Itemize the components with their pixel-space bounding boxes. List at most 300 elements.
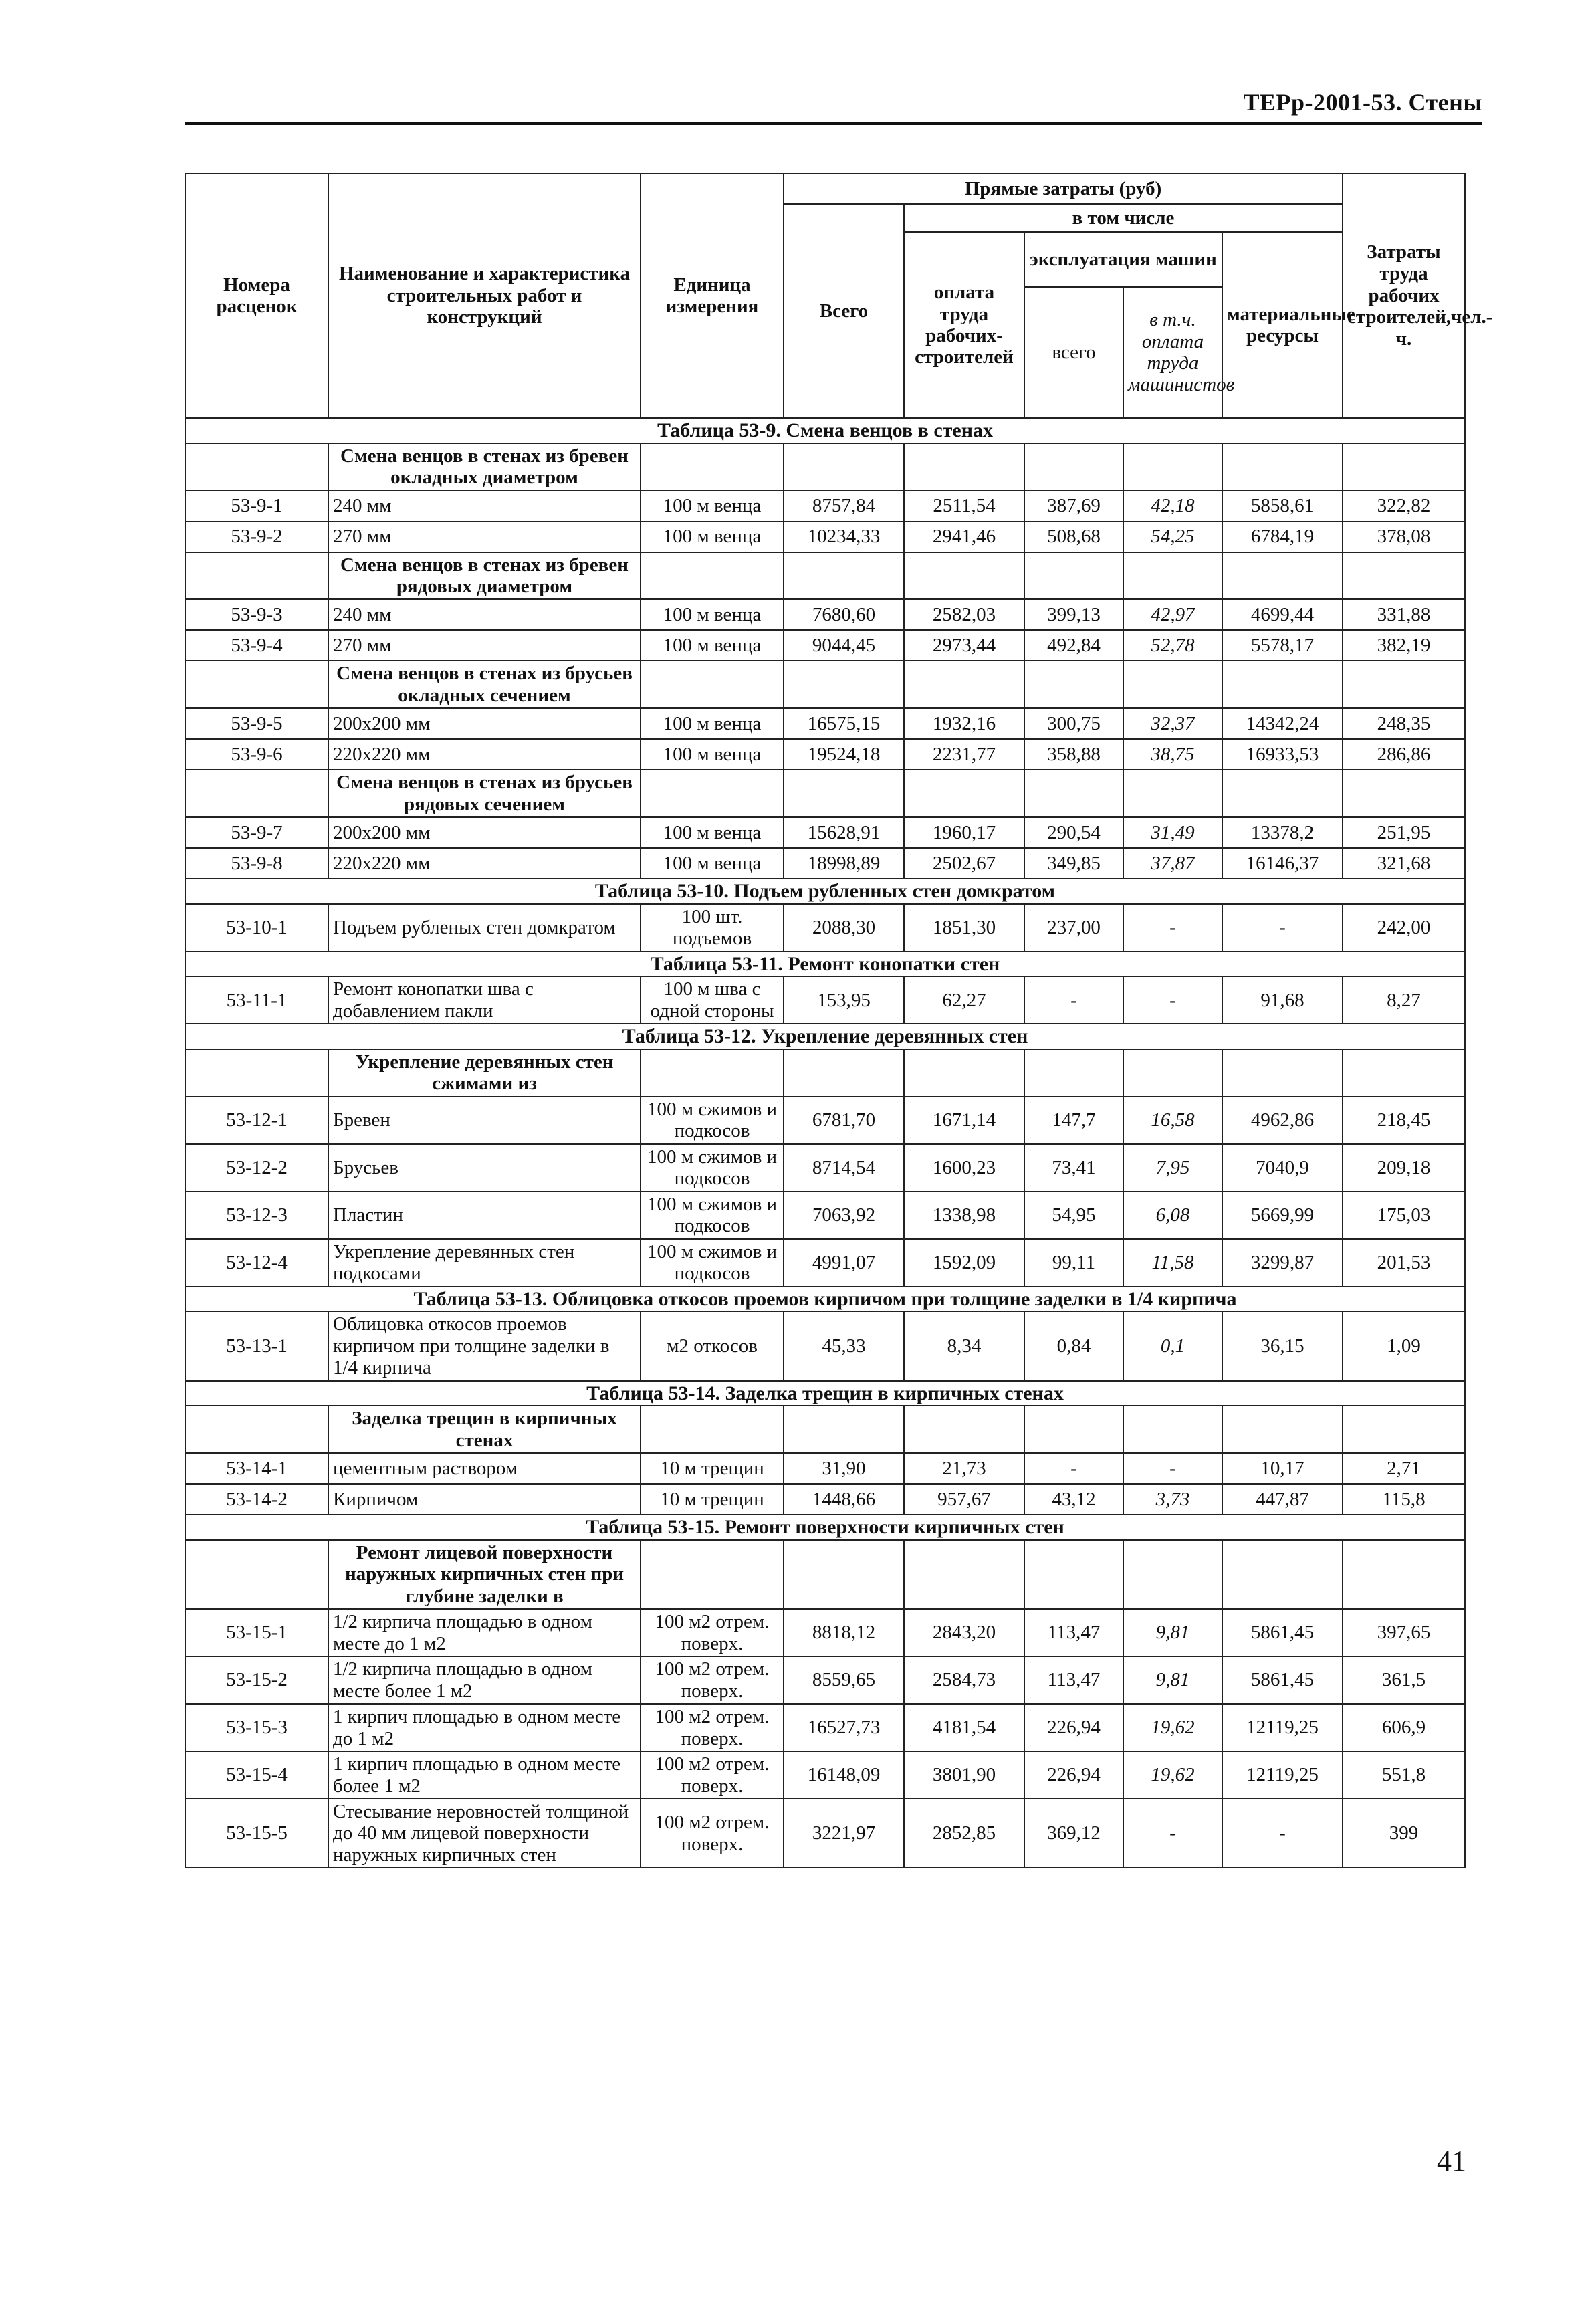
empty-cell xyxy=(1024,443,1123,491)
table-row xyxy=(185,491,1465,522)
row-wages: 1592,09 xyxy=(904,1239,1024,1287)
row-code: 53-15-3 xyxy=(185,1704,328,1751)
row-materials: 5669,99 xyxy=(1222,1192,1343,1239)
row-unit: 10 м трещин xyxy=(641,1453,784,1484)
row-wages: 1932,16 xyxy=(904,708,1024,739)
row-mach-total: 508,68 xyxy=(1024,522,1123,552)
group-heading: Смена венцов в стенах из бревен рядовых диаметром xyxy=(328,552,641,600)
row-labor: 242,00 xyxy=(1343,904,1465,952)
row-code xyxy=(185,1406,328,1453)
row-materials: 4699,44 xyxy=(1222,599,1343,630)
section-title-row xyxy=(185,418,1465,443)
row-mach-wages: - xyxy=(1123,1453,1222,1484)
row-labor: 8,27 xyxy=(1343,976,1465,1024)
section-title-row xyxy=(185,952,1465,977)
row-labor: 321,68 xyxy=(1343,848,1465,879)
col-wages-header: оплата труда рабочих-строителей xyxy=(904,232,1024,418)
row-materials: 3299,87 xyxy=(1222,1239,1343,1287)
section-title: Таблица 53-10. Подъем рубленных стен домкратом xyxy=(185,879,1465,904)
row-materials: - xyxy=(1222,904,1343,952)
row-total: 18998,89 xyxy=(784,848,904,879)
row-total: 8818,12 xyxy=(784,1609,904,1656)
row-unit: 100 м2 отрем. поверх. xyxy=(641,1609,784,1656)
row-name: Ремонт конопатки шва с добавлением пакли xyxy=(328,976,641,1024)
group-heading: Смена венцов в стенах из брусьев окладных сечением xyxy=(328,661,641,708)
group-heading-row xyxy=(185,1406,1465,1453)
empty-cell xyxy=(784,552,904,600)
row-wages: 1851,30 xyxy=(904,904,1024,952)
row-total: 8714,54 xyxy=(784,1144,904,1192)
section-title-row xyxy=(185,1381,1465,1406)
row-unit: 100 м венца xyxy=(641,817,784,848)
row-mach-total: 399,13 xyxy=(1024,599,1123,630)
row-name: 240 мм xyxy=(328,491,641,522)
group-heading: Ремонт лицевой поверхности наружных кирпичных стен при глубине заделки в xyxy=(328,1540,641,1609)
row-code: 53-14-1 xyxy=(185,1453,328,1484)
row-wages: 2502,67 xyxy=(904,848,1024,879)
row-mach-wages: 31,49 xyxy=(1123,817,1222,848)
row-wages: 3801,90 xyxy=(904,1751,1024,1799)
row-unit: 100 м2 отрем. поверх. xyxy=(641,1751,784,1799)
row-unit: 100 м сжимов и подкосов xyxy=(641,1144,784,1192)
row-unit: 100 шт. подъемов xyxy=(641,904,784,952)
empty-cell xyxy=(1222,1540,1343,1609)
empty-cell xyxy=(1222,552,1343,600)
row-total: 9044,45 xyxy=(784,630,904,661)
col-unit-header: Единица измерения xyxy=(641,173,784,418)
row-mach-wages: 6,08 xyxy=(1123,1192,1222,1239)
row-code: 53-15-5 xyxy=(185,1799,328,1868)
row-total: 7680,60 xyxy=(784,599,904,630)
section-title-row xyxy=(185,1515,1465,1540)
row-labor: 2,71 xyxy=(1343,1453,1465,1484)
col-mach-total-header: всего xyxy=(1024,287,1123,418)
row-name: 1 кирпич площадью в одном месте более 1 м2 xyxy=(328,1751,641,1799)
table-row xyxy=(185,522,1465,552)
table-row xyxy=(185,817,1465,848)
row-code xyxy=(185,552,328,600)
row-wages: 8,34 xyxy=(904,1311,1024,1380)
table-row xyxy=(185,1097,1465,1144)
empty-cell xyxy=(1343,1406,1465,1453)
section-title: Таблица 53-13. Облицовка откосов проемов кирпичом при толщине заделки в 1/4 кирпича xyxy=(185,1287,1465,1312)
empty-cell xyxy=(1222,443,1343,491)
empty-cell xyxy=(641,1540,784,1609)
row-labor: 1,09 xyxy=(1343,1311,1465,1380)
table-row xyxy=(185,1484,1465,1515)
row-code xyxy=(185,770,328,817)
row-unit: 100 м венца xyxy=(641,848,784,879)
row-materials: 16146,37 xyxy=(1222,848,1343,879)
row-name: Подъем рубленых стен домкратом xyxy=(328,904,641,952)
empty-cell xyxy=(1343,661,1465,708)
empty-cell xyxy=(1123,552,1222,600)
empty-cell xyxy=(1222,1049,1343,1097)
row-mach-wages: 42,18 xyxy=(1123,491,1222,522)
empty-cell xyxy=(1123,661,1222,708)
row-materials: - xyxy=(1222,1799,1343,1868)
row-unit: 100 м2 отрем. поверх. xyxy=(641,1704,784,1751)
rates-table xyxy=(185,173,1493,1868)
row-mach-wages: 19,62 xyxy=(1123,1751,1222,1799)
group-heading-row xyxy=(185,1049,1465,1097)
row-wages: 957,67 xyxy=(904,1484,1024,1515)
row-wages: 2973,44 xyxy=(904,630,1024,661)
row-name: 200x200 мм xyxy=(328,817,641,848)
empty-cell xyxy=(1024,552,1123,600)
empty-cell xyxy=(904,661,1024,708)
row-code: 53-9-2 xyxy=(185,522,328,552)
empty-cell xyxy=(641,770,784,817)
empty-cell xyxy=(784,443,904,491)
row-total: 4991,07 xyxy=(784,1239,904,1287)
group-heading: Укрепление деревянных стен сжимами из xyxy=(328,1049,641,1097)
row-unit: 100 м венца xyxy=(641,522,784,552)
row-name: 270 мм xyxy=(328,630,641,661)
table-row xyxy=(185,1144,1465,1192)
empty-cell xyxy=(904,1540,1024,1609)
row-code: 53-11-1 xyxy=(185,976,328,1024)
group-heading: Смена венцов в стенах из брусьев рядовых сечением xyxy=(328,770,641,817)
row-total: 6781,70 xyxy=(784,1097,904,1144)
row-materials: 5861,45 xyxy=(1222,1656,1343,1704)
row-mach-wages: 52,78 xyxy=(1123,630,1222,661)
row-name: Облицовка откосов проемов кирпичом при толщине заделки в 1/4 кирпича xyxy=(328,1311,641,1380)
row-wages: 21,73 xyxy=(904,1453,1024,1484)
row-mach-wages: 9,81 xyxy=(1123,1609,1222,1656)
row-mach-total: 226,94 xyxy=(1024,1704,1123,1751)
row-total: 16575,15 xyxy=(784,708,904,739)
table-row xyxy=(185,1311,1465,1380)
col-total-header: Всего xyxy=(784,204,904,418)
row-mach-wages: - xyxy=(1123,976,1222,1024)
row-name: Бревен xyxy=(328,1097,641,1144)
empty-cell xyxy=(1024,1049,1123,1097)
row-name: Пластин xyxy=(328,1192,641,1239)
table-row xyxy=(185,976,1465,1024)
row-mach-wages: 0,1 xyxy=(1123,1311,1222,1380)
col-labor-header: Затраты труда рабочих строителей,чел.-ч. xyxy=(1343,173,1465,418)
table-row xyxy=(185,1192,1465,1239)
row-labor: 361,5 xyxy=(1343,1656,1465,1704)
table-row xyxy=(185,1239,1465,1287)
row-mach-wages: - xyxy=(1123,904,1222,952)
row-name: 220x220 мм xyxy=(328,739,641,770)
row-labor: 606,9 xyxy=(1343,1704,1465,1751)
row-name: Стесывание неровностей толщиной до 40 мм лицевой поверхности наружных кирпичных стен xyxy=(328,1799,641,1868)
row-wages: 1600,23 xyxy=(904,1144,1024,1192)
table-body xyxy=(185,418,1465,1868)
table-row xyxy=(185,848,1465,879)
empty-cell xyxy=(784,1540,904,1609)
row-mach-wages: 3,73 xyxy=(1123,1484,1222,1515)
row-materials: 36,15 xyxy=(1222,1311,1343,1380)
empty-cell xyxy=(1222,1406,1343,1453)
table-row xyxy=(185,1609,1465,1656)
section-title: Таблица 53-14. Заделка трещин в кирпичных стенах xyxy=(185,1381,1465,1406)
row-labor: 331,88 xyxy=(1343,599,1465,630)
row-wages: 2941,46 xyxy=(904,522,1024,552)
row-mach-total: 113,47 xyxy=(1024,1656,1123,1704)
row-unit: 100 м сжимов и подкосов xyxy=(641,1097,784,1144)
empty-cell xyxy=(641,552,784,600)
table-row xyxy=(185,1656,1465,1704)
row-unit: 100 м сжимов и подкосов xyxy=(641,1239,784,1287)
row-materials: 4962,86 xyxy=(1222,1097,1343,1144)
table-row xyxy=(185,708,1465,739)
group-heading-row xyxy=(185,552,1465,600)
empty-cell xyxy=(641,661,784,708)
row-mach-total: 387,69 xyxy=(1024,491,1123,522)
empty-cell xyxy=(1024,1540,1123,1609)
empty-cell xyxy=(1222,661,1343,708)
row-materials: 12119,25 xyxy=(1222,1751,1343,1799)
empty-cell xyxy=(1123,1540,1222,1609)
row-name: 1/2 кирпича площадью в одном месте более 1 м2 xyxy=(328,1656,641,1704)
empty-cell xyxy=(1343,1540,1465,1609)
page-header-title: ТЕРр-2001-53. Стены xyxy=(1243,89,1482,116)
row-materials: 16933,53 xyxy=(1222,739,1343,770)
row-materials: 14342,24 xyxy=(1222,708,1343,739)
row-mach-total: 226,94 xyxy=(1024,1751,1123,1799)
section-title: Таблица 53-9. Смена венцов в стенах xyxy=(185,418,1465,443)
row-unit: 100 м2 отрем. поверх. xyxy=(641,1799,784,1868)
row-mach-wages: 32,37 xyxy=(1123,708,1222,739)
row-labor: 551,8 xyxy=(1343,1751,1465,1799)
row-code: 53-15-4 xyxy=(185,1751,328,1799)
empty-cell xyxy=(1024,661,1123,708)
empty-cell xyxy=(641,1406,784,1453)
table-row xyxy=(185,739,1465,770)
row-total: 31,90 xyxy=(784,1453,904,1484)
empty-cell xyxy=(1123,443,1222,491)
row-total: 19524,18 xyxy=(784,739,904,770)
row-unit: 100 м венца xyxy=(641,630,784,661)
empty-cell xyxy=(904,552,1024,600)
row-mach-total: 43,12 xyxy=(1024,1484,1123,1515)
section-title-row xyxy=(185,1287,1465,1312)
group-heading-row xyxy=(185,661,1465,708)
row-total: 16527,73 xyxy=(784,1704,904,1751)
row-code: 53-9-7 xyxy=(185,817,328,848)
row-mach-total: 113,47 xyxy=(1024,1609,1123,1656)
row-name: 1/2 кирпича площадью в одном месте до 1 м2 xyxy=(328,1609,641,1656)
row-labor: 201,53 xyxy=(1343,1239,1465,1287)
empty-cell xyxy=(784,1406,904,1453)
row-code xyxy=(185,1540,328,1609)
col-direct-header: Прямые затраты (руб) xyxy=(784,173,1343,204)
empty-cell xyxy=(1343,443,1465,491)
row-mach-wages: - xyxy=(1123,1799,1222,1868)
row-mach-wages: 9,81 xyxy=(1123,1656,1222,1704)
row-code: 53-9-3 xyxy=(185,599,328,630)
row-labor: 218,45 xyxy=(1343,1097,1465,1144)
row-labor: 115,8 xyxy=(1343,1484,1465,1515)
table-row xyxy=(185,1799,1465,1868)
row-mach-total: - xyxy=(1024,976,1123,1024)
row-wages: 62,27 xyxy=(904,976,1024,1024)
row-mach-wages: 37,87 xyxy=(1123,848,1222,879)
table-row xyxy=(185,1704,1465,1751)
group-heading: Заделка трещин в кирпичных стенах xyxy=(328,1406,641,1453)
row-labor: 175,03 xyxy=(1343,1192,1465,1239)
empty-cell xyxy=(1123,1049,1222,1097)
row-code: 53-14-2 xyxy=(185,1484,328,1515)
row-labor: 209,18 xyxy=(1343,1144,1465,1192)
row-wages: 1960,17 xyxy=(904,817,1024,848)
empty-cell xyxy=(641,443,784,491)
row-code: 53-13-1 xyxy=(185,1311,328,1380)
row-total: 8559,65 xyxy=(784,1656,904,1704)
row-mach-wages: 16,58 xyxy=(1123,1097,1222,1144)
row-unit: 100 м сжимов и подкосов xyxy=(641,1192,784,1239)
table-row xyxy=(185,1453,1465,1484)
row-total: 2088,30 xyxy=(784,904,904,952)
empty-cell xyxy=(784,661,904,708)
row-materials: 6784,19 xyxy=(1222,522,1343,552)
row-unit: 100 м шва с одной стороны xyxy=(641,976,784,1024)
row-total: 10234,33 xyxy=(784,522,904,552)
row-materials: 7040,9 xyxy=(1222,1144,1343,1192)
empty-cell xyxy=(784,770,904,817)
row-code: 53-12-3 xyxy=(185,1192,328,1239)
row-wages: 2843,20 xyxy=(904,1609,1024,1656)
row-code: 53-12-1 xyxy=(185,1097,328,1144)
row-total: 3221,97 xyxy=(784,1799,904,1868)
row-labor: 286,86 xyxy=(1343,739,1465,770)
empty-cell xyxy=(904,770,1024,817)
col-code-header: Номера расценок xyxy=(185,173,328,418)
row-name: Брусьев xyxy=(328,1144,641,1192)
col-name-header: Наименование и характеристика строительных работ и конструкций xyxy=(328,173,641,418)
row-mach-total: 358,88 xyxy=(1024,739,1123,770)
row-wages: 1671,14 xyxy=(904,1097,1024,1144)
row-code: 53-15-2 xyxy=(185,1656,328,1704)
row-mach-total: 54,95 xyxy=(1024,1192,1123,1239)
row-code: 53-9-4 xyxy=(185,630,328,661)
row-mach-total: 73,41 xyxy=(1024,1144,1123,1192)
row-materials: 91,68 xyxy=(1222,976,1343,1024)
col-machines-header: эксплуатация машин xyxy=(1024,232,1222,287)
section-title: Таблица 53-12. Укрепление деревянных стен xyxy=(185,1024,1465,1049)
row-labor: 251,95 xyxy=(1343,817,1465,848)
empty-cell xyxy=(784,1049,904,1097)
empty-cell xyxy=(1222,770,1343,817)
row-mach-total: 237,00 xyxy=(1024,904,1123,952)
row-unit: 100 м венца xyxy=(641,599,784,630)
empty-cell xyxy=(1123,770,1222,817)
row-code: 53-9-1 xyxy=(185,491,328,522)
row-unit: 100 м2 отрем. поверх. xyxy=(641,1656,784,1704)
row-code xyxy=(185,1049,328,1097)
row-unit: 100 м венца xyxy=(641,708,784,739)
row-name: Укрепление деревянных стен подкосами xyxy=(328,1239,641,1287)
row-code: 53-12-2 xyxy=(185,1144,328,1192)
section-title-row xyxy=(185,1024,1465,1049)
row-wages: 2852,85 xyxy=(904,1799,1024,1868)
table-row xyxy=(185,904,1465,952)
row-code: 53-9-6 xyxy=(185,739,328,770)
row-labor: 397,65 xyxy=(1343,1609,1465,1656)
row-materials: 12119,25 xyxy=(1222,1704,1343,1751)
row-code: 53-9-5 xyxy=(185,708,328,739)
row-total: 7063,92 xyxy=(784,1192,904,1239)
row-code: 53-10-1 xyxy=(185,904,328,952)
group-heading-row xyxy=(185,1540,1465,1609)
row-mach-wages: 54,25 xyxy=(1123,522,1222,552)
row-name: 270 мм xyxy=(328,522,641,552)
rates-table-wrapper xyxy=(185,173,1493,1868)
row-mach-total: 369,12 xyxy=(1024,1799,1123,1868)
row-mach-wages: 38,75 xyxy=(1123,739,1222,770)
group-heading-row xyxy=(185,443,1465,491)
col-incl-header: в том числе xyxy=(904,204,1343,232)
row-labor: 399 xyxy=(1343,1799,1465,1868)
row-mach-total: 492,84 xyxy=(1024,630,1123,661)
empty-cell xyxy=(1343,552,1465,600)
row-materials: 10,17 xyxy=(1222,1453,1343,1484)
row-unit: м2 откосов xyxy=(641,1311,784,1380)
row-materials: 5858,61 xyxy=(1222,491,1343,522)
table-row xyxy=(185,630,1465,661)
row-unit: 100 м венца xyxy=(641,491,784,522)
empty-cell xyxy=(904,1406,1024,1453)
row-total: 15628,91 xyxy=(784,817,904,848)
row-wages: 2511,54 xyxy=(904,491,1024,522)
table-header xyxy=(185,173,1493,418)
row-total: 8757,84 xyxy=(784,491,904,522)
row-labor: 382,19 xyxy=(1343,630,1465,661)
empty-cell xyxy=(1024,770,1123,817)
row-mach-wages: 19,62 xyxy=(1123,1704,1222,1751)
row-mach-total: 99,11 xyxy=(1024,1239,1123,1287)
section-title: Таблица 53-15. Ремонт поверхности кирпичных стен xyxy=(185,1515,1465,1540)
row-mach-total: 290,54 xyxy=(1024,817,1123,848)
row-mach-total: - xyxy=(1024,1453,1123,1484)
row-materials: 13378,2 xyxy=(1222,817,1343,848)
row-name: 240 мм xyxy=(328,599,641,630)
row-name: Кирпичом xyxy=(328,1484,641,1515)
row-total: 153,95 xyxy=(784,976,904,1024)
row-labor: 378,08 xyxy=(1343,522,1465,552)
table-row xyxy=(185,599,1465,630)
empty-cell xyxy=(904,443,1024,491)
page-number: 41 xyxy=(1437,2145,1466,2177)
row-total: 16148,09 xyxy=(784,1751,904,1799)
table-row xyxy=(185,1751,1465,1799)
row-code xyxy=(185,443,328,491)
row-code xyxy=(185,661,328,708)
row-code: 53-12-4 xyxy=(185,1239,328,1287)
row-name: 1 кирпич площадью в одном месте до 1 м2 xyxy=(328,1704,641,1751)
row-mach-total: 349,85 xyxy=(1024,848,1123,879)
row-code: 53-15-1 xyxy=(185,1609,328,1656)
row-total: 45,33 xyxy=(784,1311,904,1380)
row-mach-total: 300,75 xyxy=(1024,708,1123,739)
empty-cell xyxy=(641,1049,784,1097)
row-mach-wages: 42,97 xyxy=(1123,599,1222,630)
row-unit: 10 м трещин xyxy=(641,1484,784,1515)
row-labor: 322,82 xyxy=(1343,491,1465,522)
row-name: цементным раствором xyxy=(328,1453,641,1484)
row-wages: 2231,77 xyxy=(904,739,1024,770)
row-mach-wages: 7,95 xyxy=(1123,1144,1222,1192)
row-wages: 2584,73 xyxy=(904,1656,1024,1704)
row-wages: 1338,98 xyxy=(904,1192,1024,1239)
header-rule xyxy=(185,122,1482,125)
section-title: Таблица 53-11. Ремонт конопатки стен xyxy=(185,952,1465,977)
group-heading: Смена венцов в стенах из бревен окладных диаметром xyxy=(328,443,641,491)
